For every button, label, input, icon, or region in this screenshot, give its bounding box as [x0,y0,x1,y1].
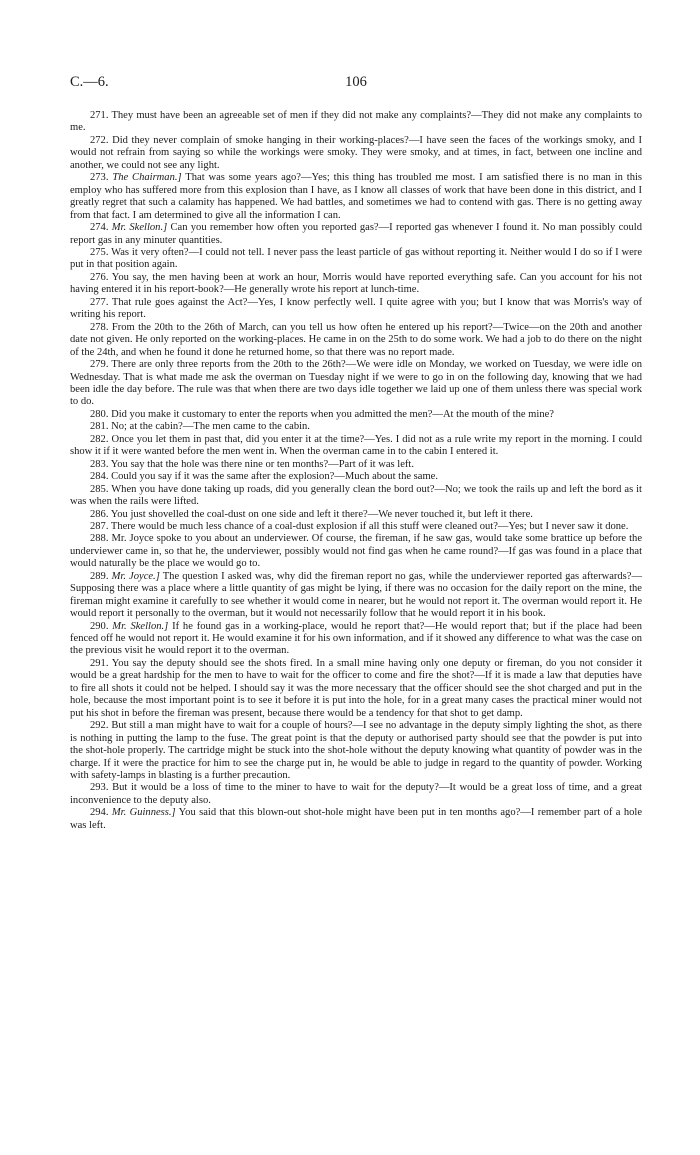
paragraph-287: 287. There would be much less chance of a coal-dust explosion if all this stuff were cleaned out?—Yes; but I never saw it done. [90,520,629,532]
paragraph-281: 281. No; at the cabin?—The men came to the cabin. [90,421,310,433]
speaker-name: The Chairman.] [112,172,182,184]
paragraph-277: 277. That rule goes against the Act?—Yes, I know perfectly well. I quite agree with you; but I know that was Morris's way of writing his report. [70,296,642,321]
paragraph-275: 275. Was it very often?—I could not tell. I never pass the least particle of gas without reporting it. Neither would I do so if I were put in that position again. [70,246,642,271]
document-body [70,110,642,832]
paragraph-280: 280. Did you make it customary to enter the reports when you admitted the men?—At the mouth of the mine? [90,408,554,420]
paragraph-294 [70,807,642,832]
paragraph-text: If he found gas in a working-place, would he report that?—He would report that; but if the place had been fenced off he would not report it. He would examine it for his own information, and if it showed any difference to what was the case on the previous visit he would report it to the overman. [70,620,643,657]
paragraph-278: 278. From the 20th to the 26th of March, can you tell us how often he entered up his report?—Twice—on the 20th and another date not given. He only reported on the working-places. He came in on the 25th to do some work. We had a job to do there on the night of the 24th, and when he found it done he returned home, so that there was no report made. [70,321,642,358]
paragraph-285: 285. When you have done taking up roads, did you generally clean the bord out?—No; we took the rails up and left the bord as it was when the rails were lifted. [70,483,642,508]
paragraph-288: 288. Mr. Joyce spoke to you about an underviewer. Of course, the fireman, if he saw gas, would take some brattice up before the underviewer came in, so that he, the underviewer, possibly would not find gas when he came round?—If gas was found in a place that would naturally be the place we would go to. [70,533,642,570]
question-number: 273. [90,172,109,184]
paragraph-274 [70,222,642,247]
speaker-name: Mr. Skellon.] [111,222,168,234]
paragraph-290 [70,621,642,658]
paragraph-286: 286. You just shovelled the coal-dust on one side and left it there?—We never touched it, but left it there. [90,508,533,520]
paragraph-292: 292. But still a man might have to wait for a couple of hours?—I see no advantage in the deputy simply lighting the shot, as there is nothing in putting the lamp to the fuse. The great point is that the deputy or authorised party should see that the powder is put into the shot-hole properly. The cartridge might be stuck into the shot-hole without the deputy knowing what quantity of powder was in the charge. If it were the practice for him to see the charge put in, he would be able to judge in regard to the quantity of powder. Working with safety-lamps in blasting is a further precaution. [70,720,642,782]
paragraph-291: 291. You say the deputy should see the shots fired. In a small mine having only one deputy or fireman, do you not consider it would be a great hardship for the men to have to wait for the officer to come and fire the shot?—If it is made a law that deputies have to fire all shots it could not be helped. I should say it was the more necessary that the officer should see the shot charged and put in the hole, because the most important point is to see it before it is put into the hole, for in a great many cases the practical miner would not put his shot in before the fireman was present, because there would be a tendency for that shot to get damp. [70,657,642,719]
question-number: 294. [90,807,109,819]
page-header [70,74,642,94]
paragraph-text: You said that this blown-out shot-hole might have been put in ten months ago?—I remember part of a hole was left. [70,807,643,831]
question-number: 290. [90,620,109,632]
page-number: 106 [345,74,367,90]
speaker-name: Mr. Joyce.] [111,570,160,582]
speaker-name: Mr. Skellon.] [112,620,169,632]
paragraph-282: 282. Once you let them in past that, did you enter it at the time?—Yes. I did not as a rule write my report in the morning. I could show it if it were wanted before the men went in. When the overman came in to the cabin I entered it. [70,433,642,458]
paragraph-276: 276. You say, the men having been at work an hour, Morris would have reported everything safe. Can you account for his not having entered it in his report-book?—He generally wrote his report at lunch-time. [70,271,642,296]
document-reference: C.—6. [70,74,109,90]
paragraph-text: Can you remember how often you reported gas?—I reported gas whenever I found it. No man possibly could report gas in any minuter quantities. [70,222,643,246]
question-number: 289. [90,570,109,582]
paragraph-273 [70,172,642,222]
paragraph-279: 279. There are only three reports from the 20th to the 26th?—We were idle on Monday, we worked on Tuesday, we were idle on Wednesday. That is what made me ask the overman on Tuesday night if we were to go in on the following day, knowing that we had been idle the day before. The rule was that when there are two days idle together we laid up one of them unless there was special work to do. [70,359,642,408]
paragraph-293: 293. But it would be a loss of time to the miner to have to wait for the deputy?—It would be a great loss of time, and a great inconvenience to the deputy also. [70,782,642,806]
paragraph-271: 271. They must have been an agreeable set of men if they did not make any complaints?—They did not make any complaints to me. [70,110,642,134]
speaker-name: Mr. Guinness.] [111,807,176,819]
paragraph-289 [70,571,642,621]
question-number: 274. [90,222,109,234]
paragraph-text: The question I asked was, why did the fireman report no gas, while the underviewer reported gas afterwards?—Supposing there was a place where a little quantity of gas might be lying, if there was no occasion for the daily report on the mine, the fireman might examine it carefully to see whether it would come in nearer, but he would not report it. The overman would report it. He would report it personally to the overman, but it would not necessarily follow that he would report it in his book. [70,570,643,620]
paragraph-284: 284. Could you say if it was the same after the explosion?—Much about the same. [90,471,438,483]
paragraph-272: 272. Did they never complain of smoke hanging in their working-places?—I have seen the faces of the workings smoky, and I would not refrain from saying so while the workings were smoky. They were smoky, and at times, in fact, between one incline and another, we could not see any light. [70,134,642,171]
paragraph-text: That was some years ago?—Yes; this thing has troubled me most. I am satisfied there is no man in this employ who has suffered more from this explosion than I have, as I know all classes of work that have been done in this district, and I greatly regret that such a calamity has happened. We had battles, and sometimes we had to contend with gas. There is no getting away from that fact. I am determined to give all the information I can. [70,172,643,221]
paragraph-283: 283. You say that the hole was there nine or ten months?—Part of it was left. [90,458,414,470]
